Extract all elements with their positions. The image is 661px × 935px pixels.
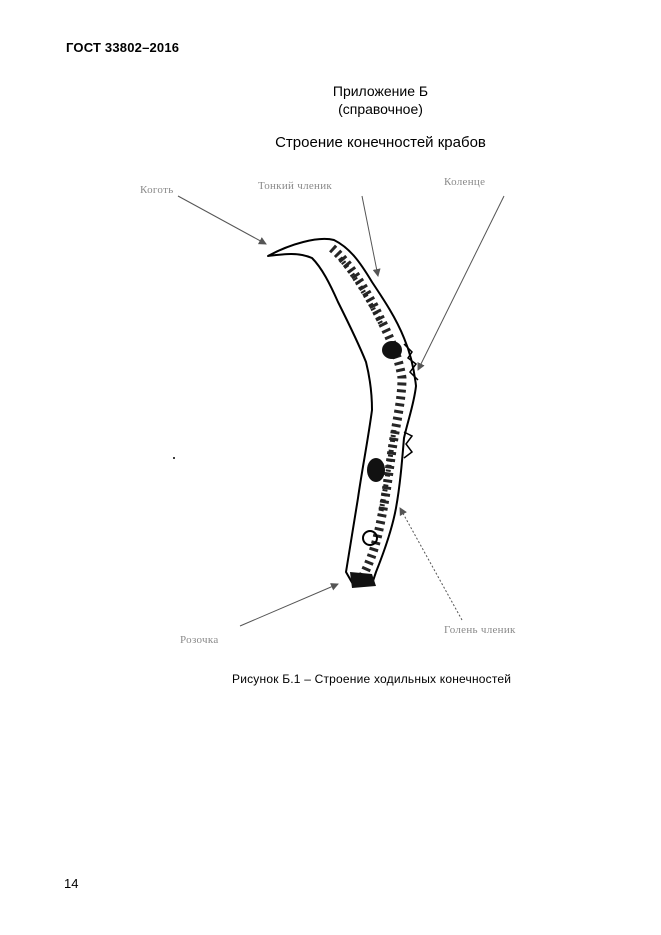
label-shin: Голень членик bbox=[444, 624, 516, 636]
annex-title: Приложение Б bbox=[332, 83, 429, 99]
arrow-rozochka bbox=[240, 584, 338, 626]
arrow-knee bbox=[418, 196, 504, 370]
label-knee: Коленце bbox=[444, 176, 486, 188]
label-claw: Коготь bbox=[140, 184, 174, 196]
arrow-shin bbox=[400, 508, 462, 620]
label-thin-segment: Тонкий членик bbox=[258, 180, 333, 192]
label-rozochka: Розочка bbox=[180, 634, 219, 646]
page-number: 14 bbox=[64, 876, 79, 891]
crab-limb-illustration bbox=[268, 239, 418, 588]
section-title: Строение конечностей крабов bbox=[275, 134, 486, 151]
arrow-thin-segment bbox=[362, 196, 378, 276]
figure-caption: Рисунок Б.1 – Строение ходильных конечностей bbox=[232, 672, 512, 686]
document-code: ГОСТ 33802–2016 bbox=[66, 40, 180, 55]
arrow-claw bbox=[178, 196, 266, 244]
annex-subtitle: (справочное) bbox=[338, 101, 423, 117]
